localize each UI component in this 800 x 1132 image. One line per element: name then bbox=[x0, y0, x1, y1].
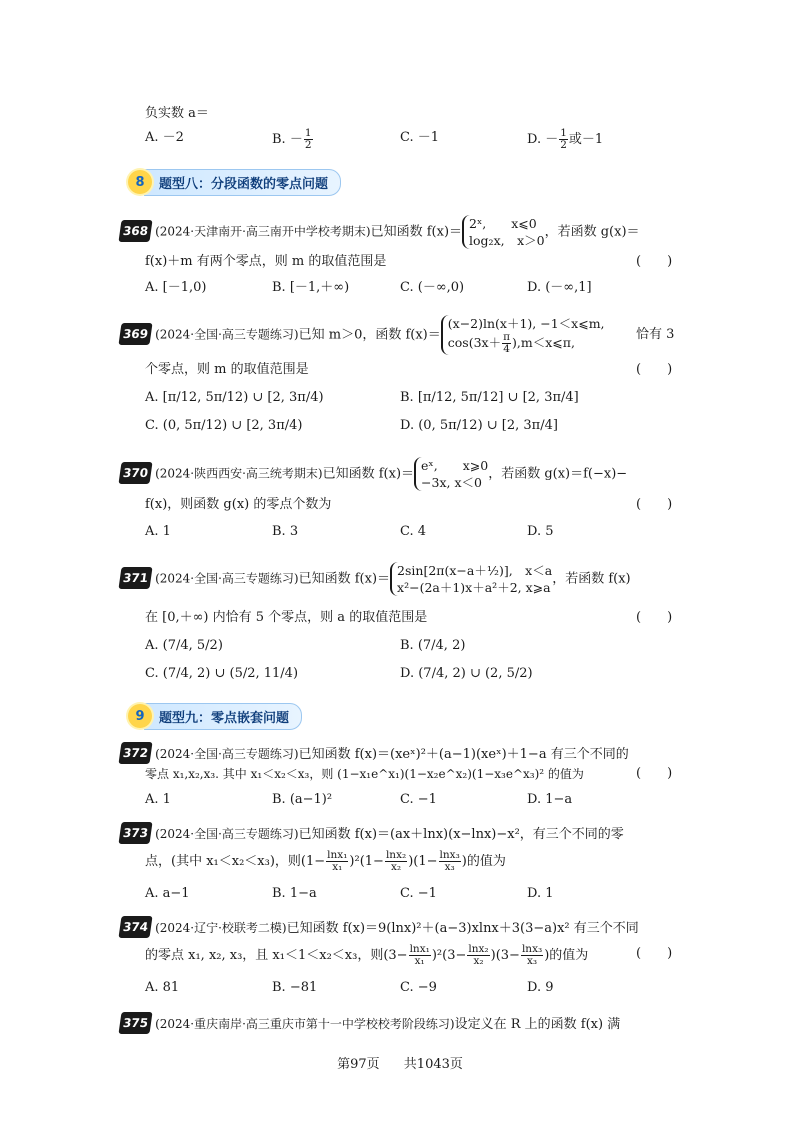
q368-option-c: C. (－∞,0) bbox=[400, 280, 465, 295]
question-373: 373 (2024·全国·高三专题练习)已知函数 f(x)＝(ax＋lnx)(x−lnx)−x²，有三个不同的零 bbox=[120, 822, 680, 845]
piecewise-cases: 2sin[2π(x−a＋½)], x＜a x²−(2a＋1)x＋a²＋2, x⩾a bbox=[390, 562, 552, 596]
q369-option-a: A. [π/12, 5π/12) ∪ [2, 3π/4) bbox=[145, 390, 324, 405]
question-368: 368 (2024·天津南开·高三南开中学校考期末)已知函数 f(x)＝ 2ˣ, x⩽0 log₂x, x＞0 ，若函数 g(x)＝ bbox=[120, 215, 680, 249]
prev-option-d: D. － $\frac{1}{2}$ 或－1 bbox=[527, 127, 604, 151]
question-369-tail: 恰有 3 bbox=[636, 327, 675, 342]
q368-option-d: D. (－∞,1] bbox=[527, 280, 592, 295]
q371-option-d: D. (7/4, 2) ∪ (2, 5/2) bbox=[400, 666, 533, 681]
q371-option-b: B. (7/4, 2) bbox=[400, 638, 466, 653]
section-badge: 9 bbox=[128, 704, 152, 728]
q370-option-b: B. 3 bbox=[272, 524, 299, 539]
question-373-line2: 点，(其中 x₁＜x₂＜x₃)，则(1− $\frac{\text{lnx₁}}{\text{x₁}}$ )²(1− $\frac{\text{lnx₂}}{\text{x₂}}$ )(1− $\frac{\text{lnx₃}}{\text{x₃}}$ )的值为 bbox=[145, 849, 506, 873]
question-371: 371 (2024·全国·高三专题练习)已知函数 f(x)＝ 2sin[2π(x−a＋½)], x＜a x²−(2a＋1)x＋a²＋2, x⩾a ，若函数 f(x) bbox=[120, 562, 680, 596]
q374-option-c: C. −9 bbox=[400, 980, 437, 995]
page-footer bbox=[0, 1053, 800, 1072]
piecewise-cases: 2ˣ, x⩽0 log₂x, x＞0 bbox=[462, 215, 545, 249]
q374-option-d: D. 9 bbox=[527, 980, 554, 995]
question-number: 368 bbox=[118, 220, 152, 242]
section-banner-9 bbox=[128, 704, 302, 728]
answer-blank: ( ) bbox=[636, 946, 673, 961]
prev-option-b: B. － $\frac{1}{2}$ bbox=[272, 127, 312, 151]
q372-option-c: C. −1 bbox=[400, 792, 437, 807]
q373-option-a: A. a−1 bbox=[145, 886, 190, 901]
question-372: 372 (2024·全国·高三专题练习)已知函数 f(x)＝(xeˣ)²＋(a−1)(xeˣ)＋1−a 有三个不同的 bbox=[120, 742, 680, 765]
question-number: 375 bbox=[118, 1012, 152, 1034]
q370-option-c: C. 4 bbox=[400, 524, 427, 539]
q372-option-d: D. 1−a bbox=[527, 792, 573, 807]
q372-option-a: A. 1 bbox=[145, 792, 171, 807]
question-368-line2: f(x)＋m 有两个零点，则 m 的取值范围是 bbox=[145, 254, 387, 269]
section-badge: 8 bbox=[128, 170, 152, 194]
question-375: 375 (2024·重庆南岸·高三重庆市第十一中学校校考阶段练习)设定义在 R 上的函数 f(x) 满 bbox=[120, 1012, 680, 1035]
q368-option-b: B. [－1,＋∞) bbox=[272, 280, 350, 295]
section-banner-8 bbox=[128, 170, 341, 194]
question-374-line2: 的零点 x₁, x₂, x₃，且 x₁＜1＜x₂＜x₃，则(3− $\frac{\text{lnx₁}}{\text{x₁}}$ )²(3− $\frac{\text{lnx₂}}{\text{x₂}}$ )(3− $\frac{\text{lnx₃}}{\text{x₃}}$ )的值为 bbox=[145, 943, 589, 967]
q374-option-b: B. −81 bbox=[272, 980, 318, 995]
question-371-line2: 在 [0,＋∞) 内恰有 5 个零点，则 a 的取值范围是 bbox=[145, 610, 428, 625]
question-number: 371 bbox=[118, 567, 152, 589]
q369-option-b: B. [π/12, 5π/12] ∪ [2, 3π/4] bbox=[400, 390, 579, 405]
answer-blank: ( ) bbox=[636, 497, 673, 512]
q372-option-b: B. (a−1)² bbox=[272, 792, 333, 807]
q374-option-a: A. 81 bbox=[145, 980, 180, 995]
q368-option-a: A. [－1,0) bbox=[145, 280, 207, 295]
piecewise-cases: eˣ, x⩾0 −3x, x＜0 bbox=[414, 457, 488, 491]
question-372-line2: 零点 x₁,x₂,x₃. 其中 x₁＜x₂＜x₃，则 (1−x₁e^x₁)(1−x₂e^x₂)(1−x₃e^x₃)² 的值为 bbox=[145, 767, 584, 781]
q371-option-c: C. (7/4, 2) ∪ (5/2, 11/4) bbox=[145, 666, 299, 681]
piecewise-cases: (x−2)ln(x＋1), −1＜x⩽m, cos(3x＋ $\frac{\pi}{4}$ ),m＜x⩽π, bbox=[441, 315, 605, 355]
q369-option-c: C. (0, 5π/12) ∪ [2, 3π/4) bbox=[145, 418, 303, 433]
section-title: 题型九：零点嵌套问题 bbox=[144, 703, 302, 730]
question-number: 369 bbox=[118, 323, 152, 345]
question-number: 374 bbox=[118, 916, 152, 938]
q373-option-c: C. −1 bbox=[400, 886, 437, 901]
page-number: 第97页 bbox=[337, 1057, 380, 1072]
answer-blank: ( ) bbox=[636, 254, 673, 269]
answer-blank: ( ) bbox=[636, 610, 673, 625]
q370-option-a: A. 1 bbox=[145, 524, 171, 539]
q371-option-a: A. (7/4, 5/2) bbox=[145, 638, 223, 653]
question-source: (2024·天津南开·高三南开中学校考期末) bbox=[155, 224, 371, 239]
q373-option-d: D. 1 bbox=[527, 886, 554, 901]
question-374: 374 (2024·辽宁·校联考二模)已知函数 f(x)＝9(lnx)²＋(a−3)xlnx＋3(3−a)x² 有三个不同 bbox=[120, 916, 680, 939]
question-370-line2: f(x)，则函数 g(x) 的零点个数为 bbox=[145, 497, 332, 512]
prev-question-tail: 负实数 a＝ bbox=[145, 106, 209, 121]
answer-blank: ( ) bbox=[636, 362, 673, 377]
question-number: 372 bbox=[118, 742, 152, 764]
question-370: 370 (2024·陕西西安·高三统考期末)已知函数 f(x)＝ eˣ, x⩾0 −3x, x＜0 ，若函数 g(x)＝f(−x)− bbox=[120, 457, 680, 491]
question-369-line2: 个零点，则 m 的取值范围是 bbox=[145, 362, 309, 377]
q373-option-b: B. 1−a bbox=[272, 886, 317, 901]
question-369: 369 (2024·全国·高三专题练习)已知 m＞0，函数 f(x)＝ (x−2)ln(x＋1), −1＜x⩽m, cos(3x＋ $\frac{\pi}{4}$ ),m＜x⩽π, bbox=[120, 315, 680, 355]
prev-option-c: C. －1 bbox=[400, 130, 440, 145]
prev-option-a: A. －2 bbox=[145, 130, 184, 145]
question-number: 373 bbox=[118, 822, 152, 844]
page-total: 共1043页 bbox=[403, 1057, 463, 1072]
answer-blank: ( ) bbox=[636, 766, 673, 781]
section-title: 题型八：分段函数的零点问题 bbox=[144, 169, 341, 196]
q369-option-d: D. (0, 5π/12) ∪ [2, 3π/4] bbox=[400, 418, 558, 433]
q370-option-d: D. 5 bbox=[527, 524, 554, 539]
question-number: 370 bbox=[118, 462, 152, 484]
